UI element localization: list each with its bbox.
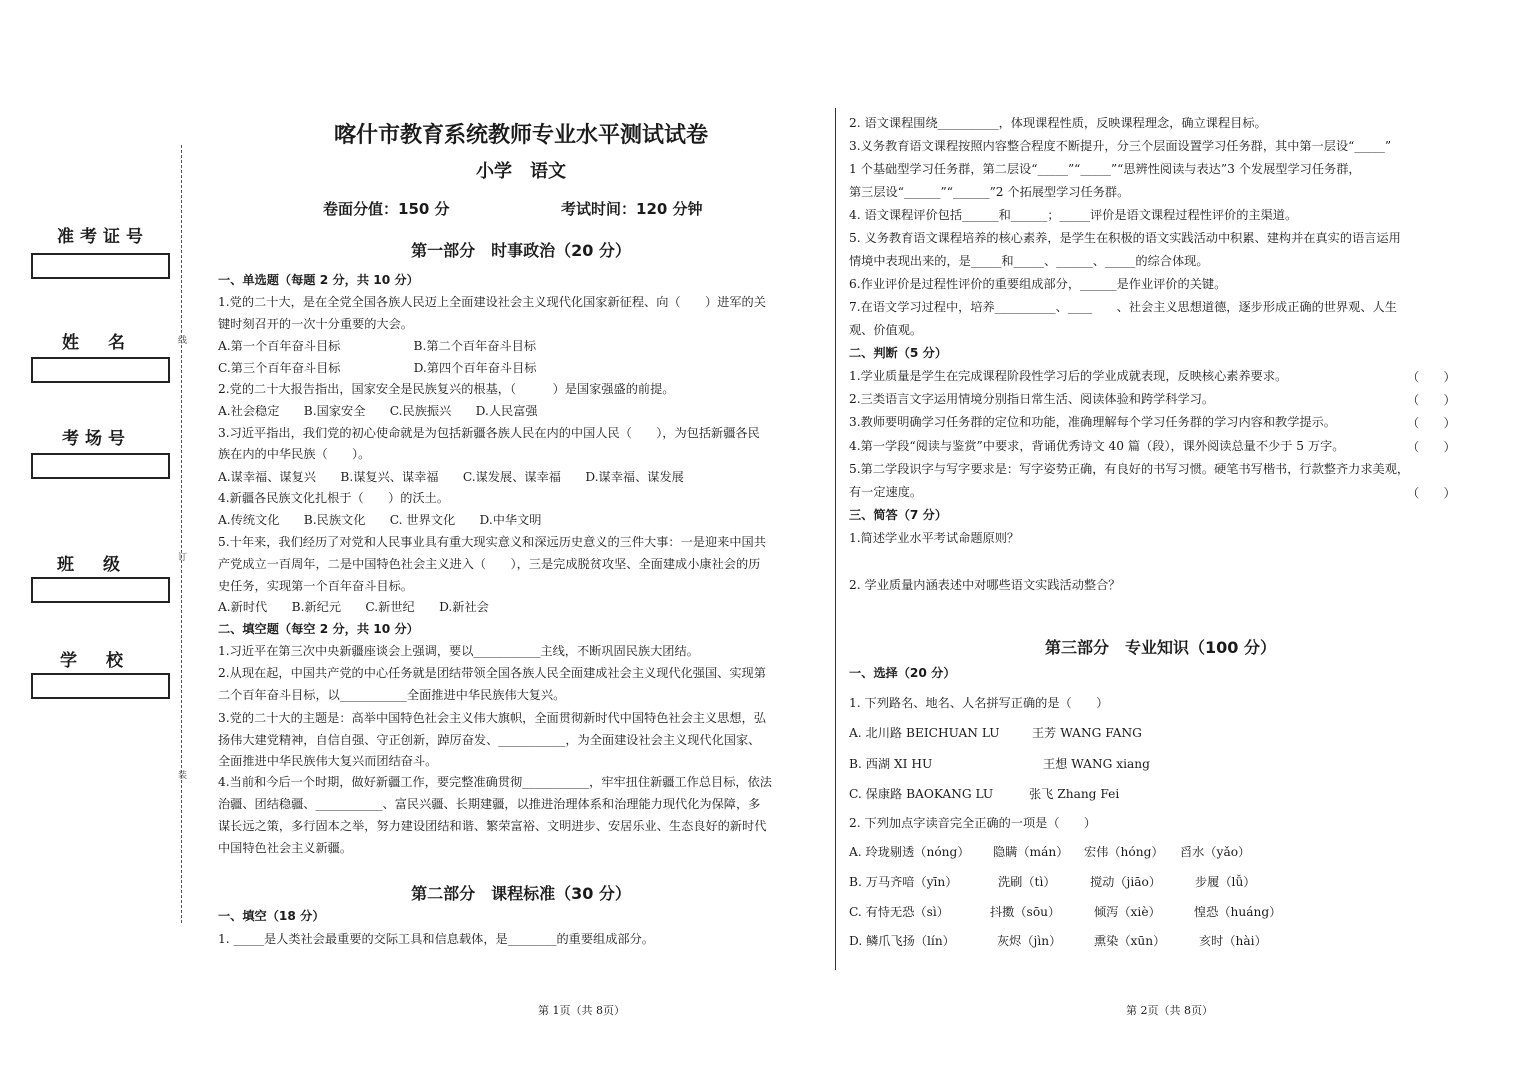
question-line: 谋长远之策，多行固本之举，努力建设团结和谐、繁荣富裕、文明进步、安居乐业、生态良好的新时代 [218,819,767,833]
exam-title: 喀什市教育系统教师专业水平测试试卷 [333,123,708,148]
question-line: 2.党的二十大报告指出，国家安全是民族复兴的根基，（ ）是国家强盛的前提。 [218,382,675,396]
question-line: 2.从现在起，中国共产党的中心任务就是团结带领全国各族人民全面建成社会主义现代化强国、实现第 [218,666,766,680]
answer-paren[interactable]: （ ） [1407,486,1456,500]
part1-title: 第一部分 时事政治（20 分） [411,241,631,260]
question-line: 2. 语文课程围绕__________，体现课程性质，反映课程理念，确立课程目标。 [849,116,1267,130]
exam-time: 考试时间：120 分钟 [561,200,703,218]
total-score: 卷面分值：150 分 [323,200,450,218]
option-b-name: 王想 WANG xiang [1043,757,1150,771]
option-a: A. 玲珑剔透（nóng） [849,845,970,859]
part2-fill-heading: 一、填空（18 分） [218,909,325,923]
binding-mark-staple: 订 [178,553,188,563]
binding-mark-bind: 装 [178,771,188,781]
question-line: 1.党的二十大，是在全党全国各族人民迈上全面建设社会主义现代化国家新征程、向（ ）进军的关 [218,295,766,309]
option-b: B. 万马齐喑（yīn） [849,875,958,889]
question-line: 7.在语文学习过程中，培养__________、____ 、社会主义思想道德，逐步形成正确的世界观、人生 [849,300,1397,314]
option-c-word: 倾泻（xiè） [1094,905,1161,919]
answer-paren[interactable]: （ ） [1407,440,1456,454]
question-line: 3.义务教育语文课程按照内容整合程度不断提升，分三个层面设置学习任务群，其中第一层设“_____” [849,139,1392,153]
option-c: C. 有恃无恐（sì） [849,905,949,919]
question-line: 全面推进中华民族伟大复兴而团结奋斗。 [218,754,438,768]
label-class: 班 级 [57,555,126,575]
option-c-word: 惶恐（huáng） [1194,905,1282,919]
judge-line: 有一定速度。 [849,485,923,499]
option-line: A.社会稳定 B.国家安全 C.民族振兴 D.人民富强 [218,404,538,418]
question-line: 4.当前和今后一个时期，做好新疆工作，要完整准确贯彻___________，牢牢扭住新疆工作总目标，依法 [218,775,772,789]
question-line: 扬伟大建党精神，自信自强、守正创新，踔厉奋发、___________，为全面建设社会主义现代化国家、 [218,733,761,747]
part3-title: 第三部分 专业知识（100 分） [1045,638,1276,657]
question-line: 3.习近平指出，我们党的初心使命就是为包括新疆各族人民在内的中国人民（ ），为包括新疆各民 [218,426,760,440]
option-b-word: 搅动（jiāo） [1090,875,1162,889]
part3-mc-heading: 一、选择（20 分） [849,666,956,680]
question-line: 族在内的中华民族（ ）。 [218,447,371,461]
question-line: 4.新疆各民族文化扎根于（ ）的沃土。 [218,491,450,505]
question-line: 观、价值观。 [849,323,923,337]
question-line: 第三层设“______”“______”2 个拓展型学习任务群。 [849,185,1130,199]
option-line: A.新时代 B.新纪元 C.新世纪 D.新社会 [218,600,489,614]
judge-line: 2.三类语言文字运用情境分别指日常生活、阅读体验和跨学科学习。 [849,392,1215,406]
label-school: 学 校 [60,651,129,671]
short-question: 1.简述学业水平考试命题原则？ [849,531,1020,545]
part2-title: 第二部分 课程标准（30 分） [411,884,631,903]
page-number-left: 第 1页（共 8页） [538,1004,625,1017]
question-line: 6.作业评价是过程性评价的重要组成部分，______是作业评价的关键。 [849,277,1227,291]
option-c-word: 抖擞（sōu） [990,905,1061,919]
label-name: 姓 名 [62,333,131,353]
option-a-word: 舀水（yǎo） [1180,845,1251,859]
question-line: 1. 下列路名、地名、人名拼写正确的是（ ） [849,696,1109,710]
question-line: 2. 下列加点字读音完全正确的一项是（ ） [849,816,1097,830]
question-line: 3.党的二十大的主题是：高举中国特色社会主义伟大旗帜，全面贯彻新时代中国特色社会主义思想，弘 [218,711,766,725]
class-field[interactable] [31,577,170,603]
option-a-word: 宏伟（hóng） [1084,845,1164,859]
option-d-word: 亥时（hài） [1199,934,1267,948]
question-line: 1. _____是人类社会最重要的交际工具和信息载体，是________的重要组成部分。 [218,932,654,946]
option-a-word: 隐瞒（mán） [993,845,1069,859]
short-question: 2. 学业质量内涵表述中对哪些语文实践活动整合？ [849,578,1121,592]
option-b-word: 步履（lǚ） [1195,875,1256,889]
question-line: 史任务，实现第一个百年奋斗目标。 [218,579,413,593]
answer-paren[interactable]: （ ） [1407,370,1456,384]
exam-subtitle: 小学 语文 [476,161,566,182]
option-line: A.传统文化 B.民族文化 C. 世界文化 D.中华文明 [218,513,542,527]
question-line: 4. 语文课程评价包括______和______；_____评价是语文课程过程性评价的主渠道。 [849,208,1298,222]
question-line: 中国特色社会主义新疆。 [218,841,353,855]
question-line: 1.习近平在第三次中央新疆座谈会上强调，要以___________主线，不断巩固民族大团结。 [218,644,699,658]
option-b-word: 洗刷（tì） [998,875,1056,889]
label-exam-number: 准考证号 [57,227,149,247]
judge-line: 4.第一学段“阅读与鉴赏”中要求，背诵优秀诗文 40 篇（段），课外阅读总量不少于 5 万字。 [849,439,1345,453]
judge-line: 5.第二学段识字与写字要求是：写字姿势正确，有良好的书写习惯。硬笔书写楷书，行款整齐力求美观， [849,462,1410,476]
question-line: 产党成立一百周年，二是中国特色社会主义进入（ ），三是完成脱贫攻坚、全面建成小康社会的历 [218,557,761,571]
part2-short-heading: 三、简答（7 分） [849,508,948,522]
label-exam-room: 考场号 [62,429,131,449]
school-field[interactable] [31,673,170,699]
page-divider [835,108,836,970]
part1-mc-heading: 一、单选题（每题 2 分，共 10 分） [218,273,419,287]
option-line: A.第一个百年奋斗目标 B.第二个百年奋斗目标 [218,339,537,353]
option-d-word: 熏染（xūn） [1094,934,1166,948]
question-line: 治疆、团结稳疆、___________、富民兴疆、长期建疆，以推进治理体系和治理能力现代化为保障，多 [218,797,761,811]
answer-paren[interactable]: （ ） [1407,393,1456,407]
option-d: D. 鳞爪飞扬（lín） [849,934,955,948]
option-c: C. 保康路 BAOKANG LU [849,787,994,801]
option-line: C.第三个百年奋斗目标 D.第四个百年奋斗目标 [218,361,537,375]
question-line: 键时刻召开的一次十分重要的大会。 [218,317,413,331]
part2-judge-heading: 二、判断（5 分） [849,346,948,360]
option-b: B. 西湖 XI HU [849,757,933,771]
option-d-word: 灰烬（jìn） [997,934,1062,948]
judge-line: 3.教师要明确学习任务群的定位和功能，准确理解每个学习任务群的学习内容和教学提示。 [849,415,1336,429]
option-line: A.谋幸福、谋复兴 B.谋复兴、谋幸福 C.谋发展、谋幸福 D.谋幸福、谋发展 [218,470,684,484]
binding-cut-line [181,145,182,923]
answer-paren[interactable]: （ ） [1407,416,1456,430]
page-number-right: 第 2页（共 8页） [1126,1004,1213,1017]
name-field[interactable] [31,357,170,383]
option-c-name: 张飞 Zhang Fei [1029,787,1120,801]
question-line: 5.十年来，我们经历了对党和人民事业具有重大现实意义和深远历史意义的三件大事：一是迎来中国共 [218,535,766,549]
judge-line: 1.学业质量是学生在完成课程阶段性学习后的学业成就表现，反映核心素养要求。 [849,369,1288,383]
question-line: 1 个基础型学习任务群，第二层设“_____”“_____”“思辨性阅读与表达”3 个发展型学习任务群， [849,162,1361,176]
option-a-name: 王芳 WANG FANG [1032,726,1142,740]
exam-room-field[interactable] [31,453,170,479]
part1-fill-heading: 二、填空题（每空 2 分，共 10 分） [218,622,419,636]
question-line: 二个百年奋斗目标，以___________全面推进中华民族伟大复兴。 [218,688,566,702]
exam-number-field[interactable] [31,253,170,279]
question-line: 5. 义务教育语文课程培养的核心素养，是学生在积极的语文实践活动中积累、建构并在真实的语言运用 [849,231,1401,245]
option-a: A. 北川路 BEICHUAN LU [849,726,1000,740]
question-line: 情境中表现出来的，是_____和_____、______、_____的综合体现。 [849,254,1209,268]
binding-mark-line: 线 [178,336,188,346]
